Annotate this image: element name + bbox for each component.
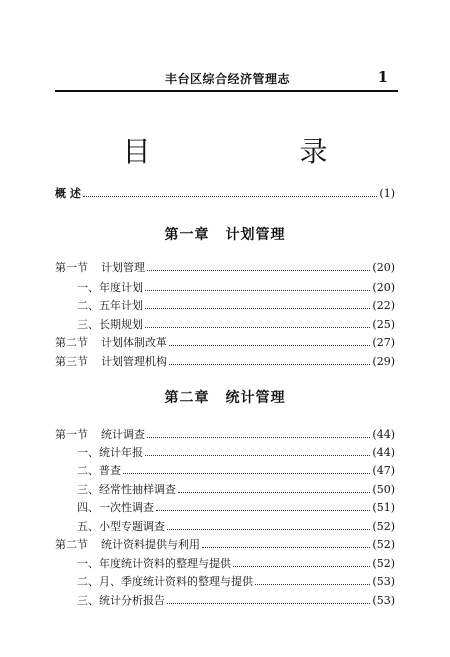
entry-page: (47) xyxy=(372,464,395,477)
entry-label: 二、普查 xyxy=(77,464,121,477)
entry-label: 概 述 xyxy=(55,187,81,200)
chapter-title: 统计管理 xyxy=(225,390,286,406)
running-header xyxy=(55,70,398,92)
toc-entry-item xyxy=(77,279,395,297)
book-title: 丰台区综合经济管理志 xyxy=(165,72,291,86)
chapter-heading xyxy=(0,387,450,407)
page-number: 1 xyxy=(377,68,388,86)
entry-label: 三、统计分析报告 xyxy=(77,594,165,607)
dot-leader xyxy=(169,355,370,365)
entry-label: 计划管理机构 xyxy=(101,355,167,368)
entry-page: (52) xyxy=(372,538,395,551)
dot-leader xyxy=(202,538,370,548)
entry-page: (29) xyxy=(372,355,395,368)
dot-leader xyxy=(255,575,370,585)
toc-entry-item xyxy=(77,499,395,517)
entry-label: 计划体制改革 xyxy=(101,336,167,349)
toc-entry-overview xyxy=(55,185,395,203)
entry-label: 四、一次性调查 xyxy=(77,501,154,514)
toc-entry-section xyxy=(55,426,395,444)
toc-entry-item xyxy=(77,573,395,591)
chapter-title: 计划管理 xyxy=(225,227,286,243)
toc-entry-item xyxy=(77,481,395,499)
entry-label: 统计调查 xyxy=(101,428,145,441)
toc-entry-section xyxy=(55,353,395,371)
section-number: 第三节 xyxy=(55,355,88,368)
section-number: 第二节 xyxy=(55,336,88,349)
entry-label: 一、年度计划 xyxy=(77,281,143,294)
toc-entry-item xyxy=(77,316,395,334)
entry-page: (1) xyxy=(379,187,395,200)
dot-leader xyxy=(145,446,370,456)
toc-entry-section xyxy=(55,334,395,352)
dot-leader xyxy=(233,557,370,567)
entry-label: 二、月、季度统计资料的整理与提供 xyxy=(77,575,253,588)
entry-page: (51) xyxy=(372,501,395,514)
dot-leader xyxy=(145,281,370,291)
toc-entry-item xyxy=(77,592,395,610)
entry-label: 计划管理 xyxy=(101,261,145,274)
dot-leader xyxy=(147,261,370,271)
dot-leader xyxy=(145,299,370,309)
entry-page: (22) xyxy=(372,299,395,312)
entry-page: (44) xyxy=(372,446,395,459)
entry-page: (27) xyxy=(372,336,395,349)
dot-leader xyxy=(167,594,370,604)
dot-leader xyxy=(145,318,370,328)
dot-leader xyxy=(169,336,370,346)
entry-label: 五、小型专题调查 xyxy=(77,520,165,533)
toc-entry-item xyxy=(77,462,395,480)
entry-page: (53) xyxy=(372,594,395,607)
toc-entry-item xyxy=(77,518,395,536)
entry-label: 一、统计年报 xyxy=(77,446,143,459)
toc-entry-item xyxy=(77,444,395,462)
toc-entry-section xyxy=(55,536,395,554)
chapter-number: 第一章 xyxy=(164,227,210,243)
entry-label: 统计资料提供与利用 xyxy=(101,538,200,551)
dot-leader xyxy=(178,483,370,493)
dot-leader xyxy=(123,464,370,474)
entry-page: (25) xyxy=(372,318,395,331)
entry-label: 三、长期规划 xyxy=(77,318,143,331)
entry-label: 三、经常性抽样调查 xyxy=(77,483,176,496)
entry-page: (20) xyxy=(372,261,395,274)
section-number: 第一节 xyxy=(55,261,88,274)
toc-entry-item xyxy=(77,555,395,573)
section-number: 第一节 xyxy=(55,428,88,441)
chapter-heading xyxy=(0,224,450,244)
entry-page: (52) xyxy=(372,520,395,533)
dot-leader xyxy=(167,520,370,530)
entry-page: (53) xyxy=(372,575,395,588)
dot-leader xyxy=(83,187,378,197)
entry-label: 一、年度统计资料的整理与提供 xyxy=(77,557,231,570)
entry-label: 二、五年计划 xyxy=(77,299,143,312)
entry-page: (20) xyxy=(372,281,395,294)
dot-leader xyxy=(156,501,370,511)
section-number: 第二节 xyxy=(55,538,88,551)
dot-leader xyxy=(147,428,370,438)
toc-entry-section xyxy=(55,259,395,277)
entry-page: (52) xyxy=(372,557,395,570)
entry-page: (50) xyxy=(372,483,395,496)
toc-entry-item xyxy=(77,297,395,315)
chapter-number: 第二章 xyxy=(164,390,210,406)
toc-title: 目 录 xyxy=(122,135,398,168)
entry-page: (44) xyxy=(372,428,395,441)
